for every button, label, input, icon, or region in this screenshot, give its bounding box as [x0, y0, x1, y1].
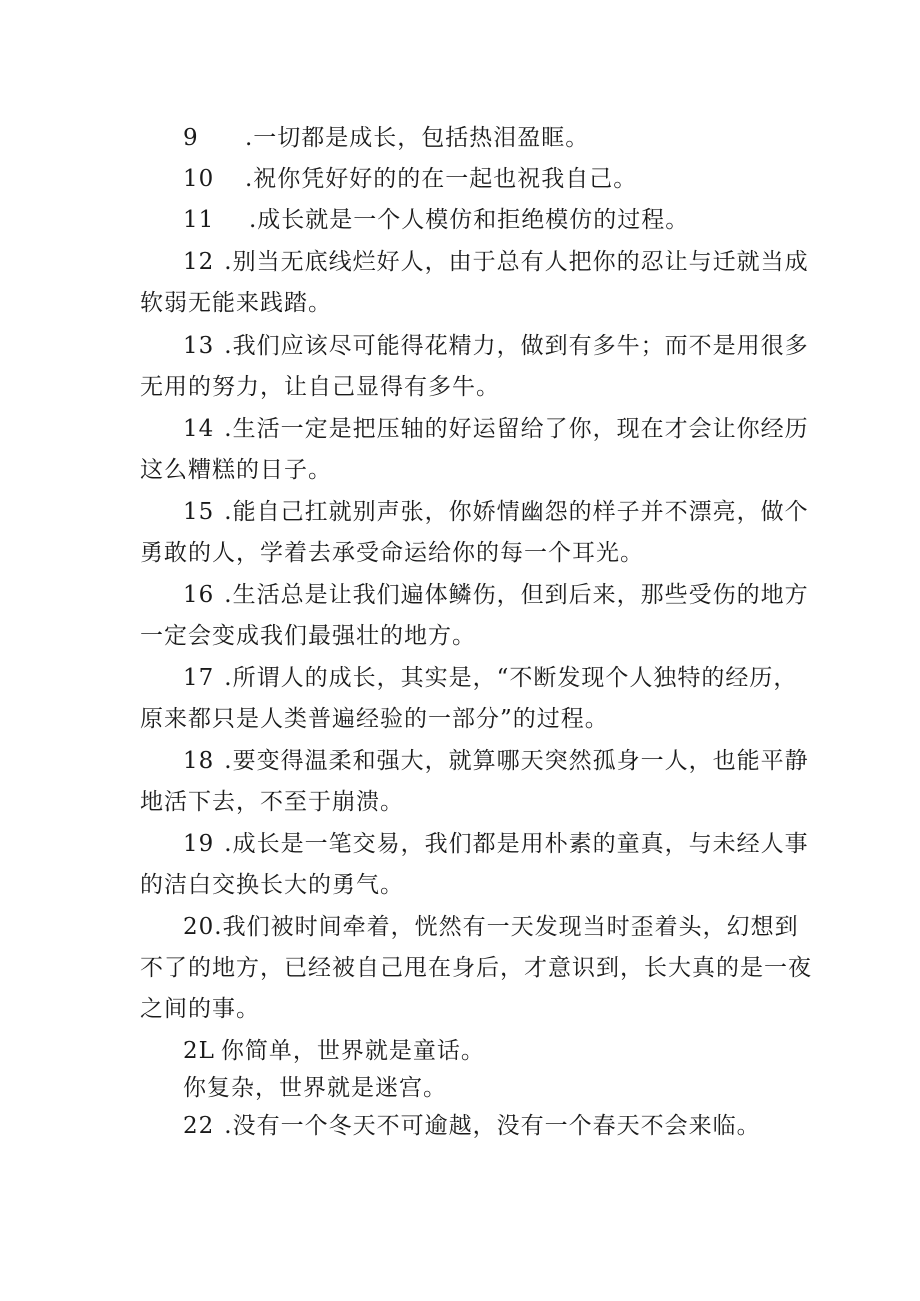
item-text: .没有一个冬天不可逾越，没有一个春天不会来临。 — [224, 1113, 761, 1139]
list-item — [140, 907, 812, 1030]
item-number: 15 — [183, 499, 215, 525]
item-number: 13 — [183, 333, 215, 359]
item-line-continued: 这么糟糕的日子。 — [140, 457, 332, 483]
list-item — [140, 1068, 785, 1109]
item-number: 10 — [183, 166, 215, 192]
item-number: 2L — [183, 1038, 215, 1064]
list-item — [140, 326, 809, 408]
item-number: 20. — [183, 914, 223, 940]
item-text: .生活总是让我们遍体鳞伤，但到后来，那些受伤的地方 — [224, 582, 809, 608]
item-text: 我们被时间牵着，恍然有一天发现当时歪着头，幻想到 — [222, 914, 799, 940]
list-item — [140, 741, 809, 823]
list-item — [140, 492, 809, 574]
list-item — [140, 1106, 785, 1147]
item-line — [140, 409, 809, 450]
item-number: 12 — [183, 249, 215, 275]
list-item — [140, 658, 798, 740]
list-item — [140, 1031, 785, 1072]
list-item — [140, 159, 785, 200]
item-line-continued: 之间的事。 — [140, 996, 260, 1022]
list-item — [140, 118, 785, 159]
item-number: 11 — [183, 207, 215, 233]
item-text: .祝你凭好好的的在一起也祝我自己。 — [245, 166, 638, 192]
item-number: 16 — [183, 582, 215, 608]
list-item — [140, 200, 785, 241]
item-line — [140, 824, 809, 865]
item-number: 19 — [183, 831, 215, 857]
item-line-continued: 原来都只是人类普遍经验的一部分”的过程。 — [140, 706, 609, 732]
item-text: 你简单，世界就是童话。 — [220, 1038, 485, 1064]
item-line — [140, 159, 785, 200]
item-text: .成长就是一个人模仿和拒绝模仿的过程。 — [249, 207, 690, 233]
item-number: 22 — [183, 1113, 215, 1139]
item-line-continued: 无用的努力，让自己显得有多牛。 — [140, 374, 500, 400]
item-text: .能自己扛就别声张，你娇情幽怨的样子并不漂亮，做个 — [224, 499, 809, 525]
item-text: .要变得温柔和强大，就算哪天突然孤身一人，也能平静 — [224, 748, 809, 774]
item-number: 18 — [183, 748, 215, 774]
item-line — [140, 575, 809, 616]
item-line — [140, 1031, 785, 1072]
item-line-continued: 的洁白交换长大的勇气。 — [140, 872, 404, 898]
list-item — [140, 824, 809, 906]
item-line-continued: 软弱无能来践踏。 — [140, 290, 332, 316]
item-number: 9 — [183, 125, 199, 151]
item-line — [140, 326, 809, 367]
item-line — [140, 1106, 785, 1147]
item-text: 你复杂，世界就是迷宫。 — [183, 1075, 447, 1101]
item-line — [140, 907, 799, 948]
item-line — [140, 200, 785, 241]
item-line-continued: 一定会变成我们最强壮的地方。 — [140, 623, 476, 649]
item-text: .我们应该尽可能得花精力，做到有多牛；而不是用很多 — [224, 333, 809, 359]
item-text: .生活一定是把压轴的好运留给了你，现在才会让你经历 — [224, 416, 809, 442]
item-text: .别当无底线烂好人，由于总有人把你的忍让与迁就当成 — [224, 249, 809, 275]
list-item — [140, 575, 809, 657]
item-line-continued: 不了的地方，已经被自己甩在身后，才意识到，长大真的是一夜 — [140, 955, 812, 981]
item-line — [140, 492, 809, 533]
list-item — [140, 409, 809, 491]
item-line — [140, 741, 809, 782]
item-number: 14 — [183, 416, 215, 442]
item-line — [140, 118, 785, 159]
list-item — [140, 242, 809, 324]
item-line-continued: 地活下去，不至于崩溃。 — [140, 789, 404, 815]
item-line — [140, 658, 798, 699]
item-line — [140, 242, 809, 283]
item-line-continued: 勇敢的人，学着去承受命运给你的每一个耳光。 — [140, 540, 644, 566]
item-text: .成长是一笔交易，我们都是用朴素的童真，与未经人事 — [224, 831, 809, 857]
item-line — [140, 1068, 785, 1109]
item-text: .一切都是成长，包括热泪盈眶。 — [245, 125, 590, 151]
item-number: 17 — [183, 665, 215, 691]
item-text: .所谓人的成长，其实是，“不断发现个人独特的经历， — [224, 665, 798, 691]
